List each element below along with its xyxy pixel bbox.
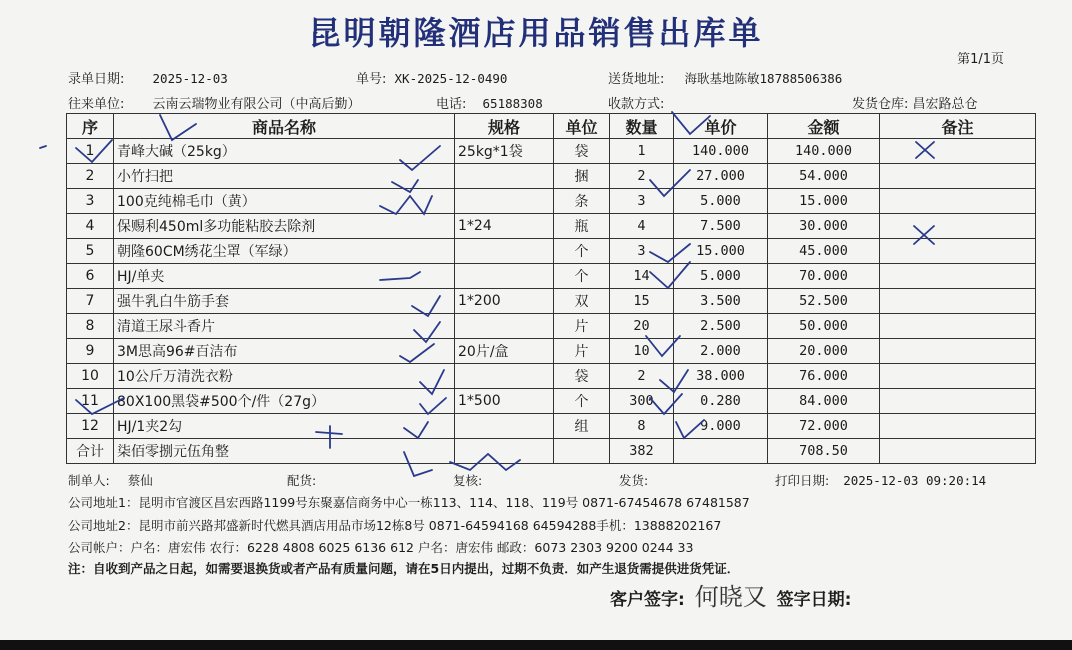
row-remark (880, 339, 1036, 364)
row-name: HJ/1夹2勾 (114, 414, 455, 439)
order-no-field (356, 68, 507, 87)
row-unit: 个 (554, 239, 610, 264)
row-amount: 20.000 (768, 339, 880, 364)
table-row (67, 239, 1036, 264)
date-value: 2025-12-03 (152, 71, 228, 86)
company-address-1: 公司地址1：昆明市官渡区昌宏西路1199号东聚嘉信商务中心一栋113、114、118、119号 0871-67454678 67481587 (68, 495, 750, 510)
row-amount: 45.000 (768, 239, 880, 264)
check-label: 复核: (453, 473, 483, 488)
row-qty: 1 (610, 139, 674, 164)
table-row (67, 289, 1036, 314)
table-row (67, 264, 1036, 289)
table-row (67, 414, 1036, 439)
picking-label: 配货: (287, 473, 317, 488)
table-row (67, 214, 1036, 239)
phone-field (436, 93, 543, 112)
row-qty: 8 (610, 414, 674, 439)
return-policy-note: 注：自收到产品之日起，如需要退换货或者产品有质量问题，请在5日内提出，过期不负责．如产生退货需提供进货凭证． (68, 561, 740, 576)
row-spec: 20片/盒 (455, 339, 554, 364)
row-unit: 捆 (554, 164, 610, 189)
print-date-field (775, 471, 986, 489)
row-unit: 片 (554, 339, 610, 364)
customer-signature: 何晓又 (694, 583, 767, 611)
row-name: 10公斤万清洗衣粉 (114, 364, 455, 389)
row-name: 小竹扫把 (114, 164, 455, 189)
row-spec: 25kg*1袋 (455, 139, 554, 164)
row-name: 保赐利450ml多功能粘胶去除剂 (114, 214, 455, 239)
phone-value: 65188308 (482, 96, 543, 111)
row-no: 10 (67, 364, 114, 389)
phone-label: 电话: (436, 97, 467, 112)
customer-value: 云南云瑞物业有限公司（中高后勤） (152, 97, 361, 112)
date-field (68, 68, 228, 87)
row-unit: 片 (554, 314, 610, 339)
row-amount: 50.000 (768, 314, 880, 339)
row-qty: 15 (610, 289, 674, 314)
col-header-name: 商品名称 (114, 114, 455, 139)
table-row (67, 164, 1036, 189)
shipping-label: 发货: (619, 473, 649, 488)
row-price: 7.500 (674, 214, 768, 239)
sign-date-label: 签字日期: (776, 590, 852, 610)
row-qty: 3 (610, 239, 674, 264)
row-amount: 140.000 (768, 139, 880, 164)
row-no: 4 (67, 214, 114, 239)
row-remark (880, 239, 1036, 264)
delivery-address-field (608, 68, 842, 87)
row-remark (880, 389, 1036, 414)
row-no: 6 (67, 264, 114, 289)
row-amount: 84.000 (768, 389, 880, 414)
row-no: 7 (67, 289, 114, 314)
row-price: 27.000 (674, 164, 768, 189)
table-row (67, 339, 1036, 364)
row-no: 9 (67, 339, 114, 364)
row-unit: 瓶 (554, 214, 610, 239)
row-spec: 1*200 (455, 289, 554, 314)
row-name: 青峰大碱（25kg） (114, 139, 455, 164)
row-remark (880, 189, 1036, 214)
delivery-address-value: 海耿基地陈敏18788506386 (684, 71, 843, 86)
row-price: 2.000 (674, 339, 768, 364)
total-in-words: 柒佰零捌元伍角整 (114, 439, 455, 464)
row-qty: 300 (610, 389, 674, 414)
row-qty: 10 (610, 339, 674, 364)
row-unit: 个 (554, 389, 610, 414)
customer-label: 往来单位: (68, 97, 125, 112)
row-spec (455, 264, 554, 289)
customer-sign-label: 客户签字: (610, 590, 685, 610)
row-unit: 袋 (554, 364, 610, 389)
row-no: 12 (67, 414, 114, 439)
row-amount: 52.500 (768, 289, 880, 314)
items-table (66, 113, 1036, 464)
print-date-label: 打印日期: (775, 473, 830, 488)
row-unit: 双 (554, 289, 610, 314)
row-remark (880, 164, 1036, 189)
total-row (67, 439, 1036, 464)
row-price: 38.000 (674, 364, 768, 389)
total-amount: 708.50 (768, 439, 880, 464)
row-qty: 2 (610, 364, 674, 389)
date-label: 录单日期: (68, 72, 125, 87)
row-spec (455, 314, 554, 339)
company-account: 公司帐户：户名：唐宏伟 农行：6228 4808 6025 6136 612 户名：唐宏伟 邮政：6073 2303 9200 0244 33 (68, 540, 694, 555)
row-amount: 76.000 (768, 364, 880, 389)
row-price: 5.000 (674, 264, 768, 289)
row-qty: 2 (610, 164, 674, 189)
row-unit: 组 (554, 414, 610, 439)
table-row (67, 314, 1036, 339)
row-remark (880, 289, 1036, 314)
row-price: 5.000 (674, 189, 768, 214)
row-price: 140.000 (674, 139, 768, 164)
row-remark (880, 264, 1036, 289)
row-price: 0.280 (674, 389, 768, 414)
row-name: 强牛乳白牛筋手套 (114, 289, 455, 314)
col-header-price: 单价 (674, 114, 768, 139)
table-row (67, 389, 1036, 414)
maker-value: 蔡仙 (127, 473, 153, 488)
payment-label: 收款方式: (608, 97, 665, 112)
row-spec (455, 414, 554, 439)
total-qty: 382 (610, 439, 674, 464)
row-qty: 20 (610, 314, 674, 339)
row-remark (880, 364, 1036, 389)
col-header-unit: 单位 (554, 114, 610, 139)
row-remark (880, 414, 1036, 439)
order-no-value: XK-2025-12-0490 (394, 71, 508, 86)
col-header-remark: 备注 (880, 114, 1036, 139)
row-amount: 15.000 (768, 189, 880, 214)
print-date-value: 2025-12-03 09:20:14 (843, 473, 987, 488)
row-spec (455, 239, 554, 264)
row-spec (455, 364, 554, 389)
row-name: 80X100黑袋#500个/件（27g） (114, 389, 455, 414)
row-no: 2 (67, 164, 114, 189)
delivery-address-label: 送货地址: (608, 72, 665, 87)
row-amount: 72.000 (768, 414, 880, 439)
page-number: 第1/1页 (957, 52, 1004, 67)
row-remark (880, 214, 1036, 239)
row-amount: 30.000 (768, 214, 880, 239)
page-title: 昆明朝隆酒店用品销售出库单 (308, 14, 764, 52)
row-name: 3M思高96#百洁布 (114, 339, 455, 364)
row-price: 3.500 (674, 289, 768, 314)
row-name: HJ/单夹 (114, 264, 455, 289)
row-spec (455, 164, 554, 189)
row-price: 15.000 (674, 239, 768, 264)
col-header-amount: 金额 (768, 114, 880, 139)
table-row (67, 139, 1036, 164)
row-price: 2.500 (674, 314, 768, 339)
row-unit: 条 (554, 189, 610, 214)
row-name: 清道王尿斗香片 (114, 314, 455, 339)
table-header-row (67, 114, 1036, 139)
table-row (67, 189, 1036, 214)
row-no: 8 (67, 314, 114, 339)
total-label: 合计 (67, 439, 114, 464)
row-unit: 个 (554, 264, 610, 289)
row-price: 9.000 (674, 414, 768, 439)
warehouse-label: 发货仓库: (852, 97, 909, 112)
row-no: 11 (67, 389, 114, 414)
col-header-qty: 数量 (610, 114, 674, 139)
bottom-edge (0, 640, 1072, 650)
row-name: 100克纯棉毛巾（黄） (114, 189, 455, 214)
row-no: 3 (67, 189, 114, 214)
row-spec (455, 189, 554, 214)
row-qty: 4 (610, 214, 674, 239)
row-qty: 3 (610, 189, 674, 214)
col-header-no: 序 (67, 114, 114, 139)
row-unit: 袋 (554, 139, 610, 164)
row-spec: 1*24 (455, 214, 554, 239)
col-header-spec: 规格 (455, 114, 554, 139)
row-no: 5 (67, 239, 114, 264)
row-spec: 1*500 (455, 389, 554, 414)
row-no: 1 (67, 139, 114, 164)
company-address-2: 公司地址2：昆明市前兴路邦盛新时代燃具酒店用品市场12栋8号 0871-64594168 64594288手机：13888202167 (68, 518, 722, 533)
row-remark (880, 139, 1036, 164)
signature-line (610, 577, 851, 612)
row-amount: 70.000 (768, 264, 880, 289)
payment-field (608, 93, 668, 112)
row-qty: 14 (610, 264, 674, 289)
order-no-label: 单号: (356, 72, 387, 87)
maker-label: 制单人: (68, 473, 110, 488)
row-name: 朝隆60CM绣花尘罩（军绿） (114, 239, 455, 264)
warehouse-value: 昌宏路总仓 (912, 97, 978, 112)
customer-field (68, 93, 361, 112)
table-row (67, 364, 1036, 389)
warehouse-field (852, 93, 978, 112)
row-remark (880, 314, 1036, 339)
row-amount: 54.000 (768, 164, 880, 189)
maker-field (68, 471, 153, 489)
